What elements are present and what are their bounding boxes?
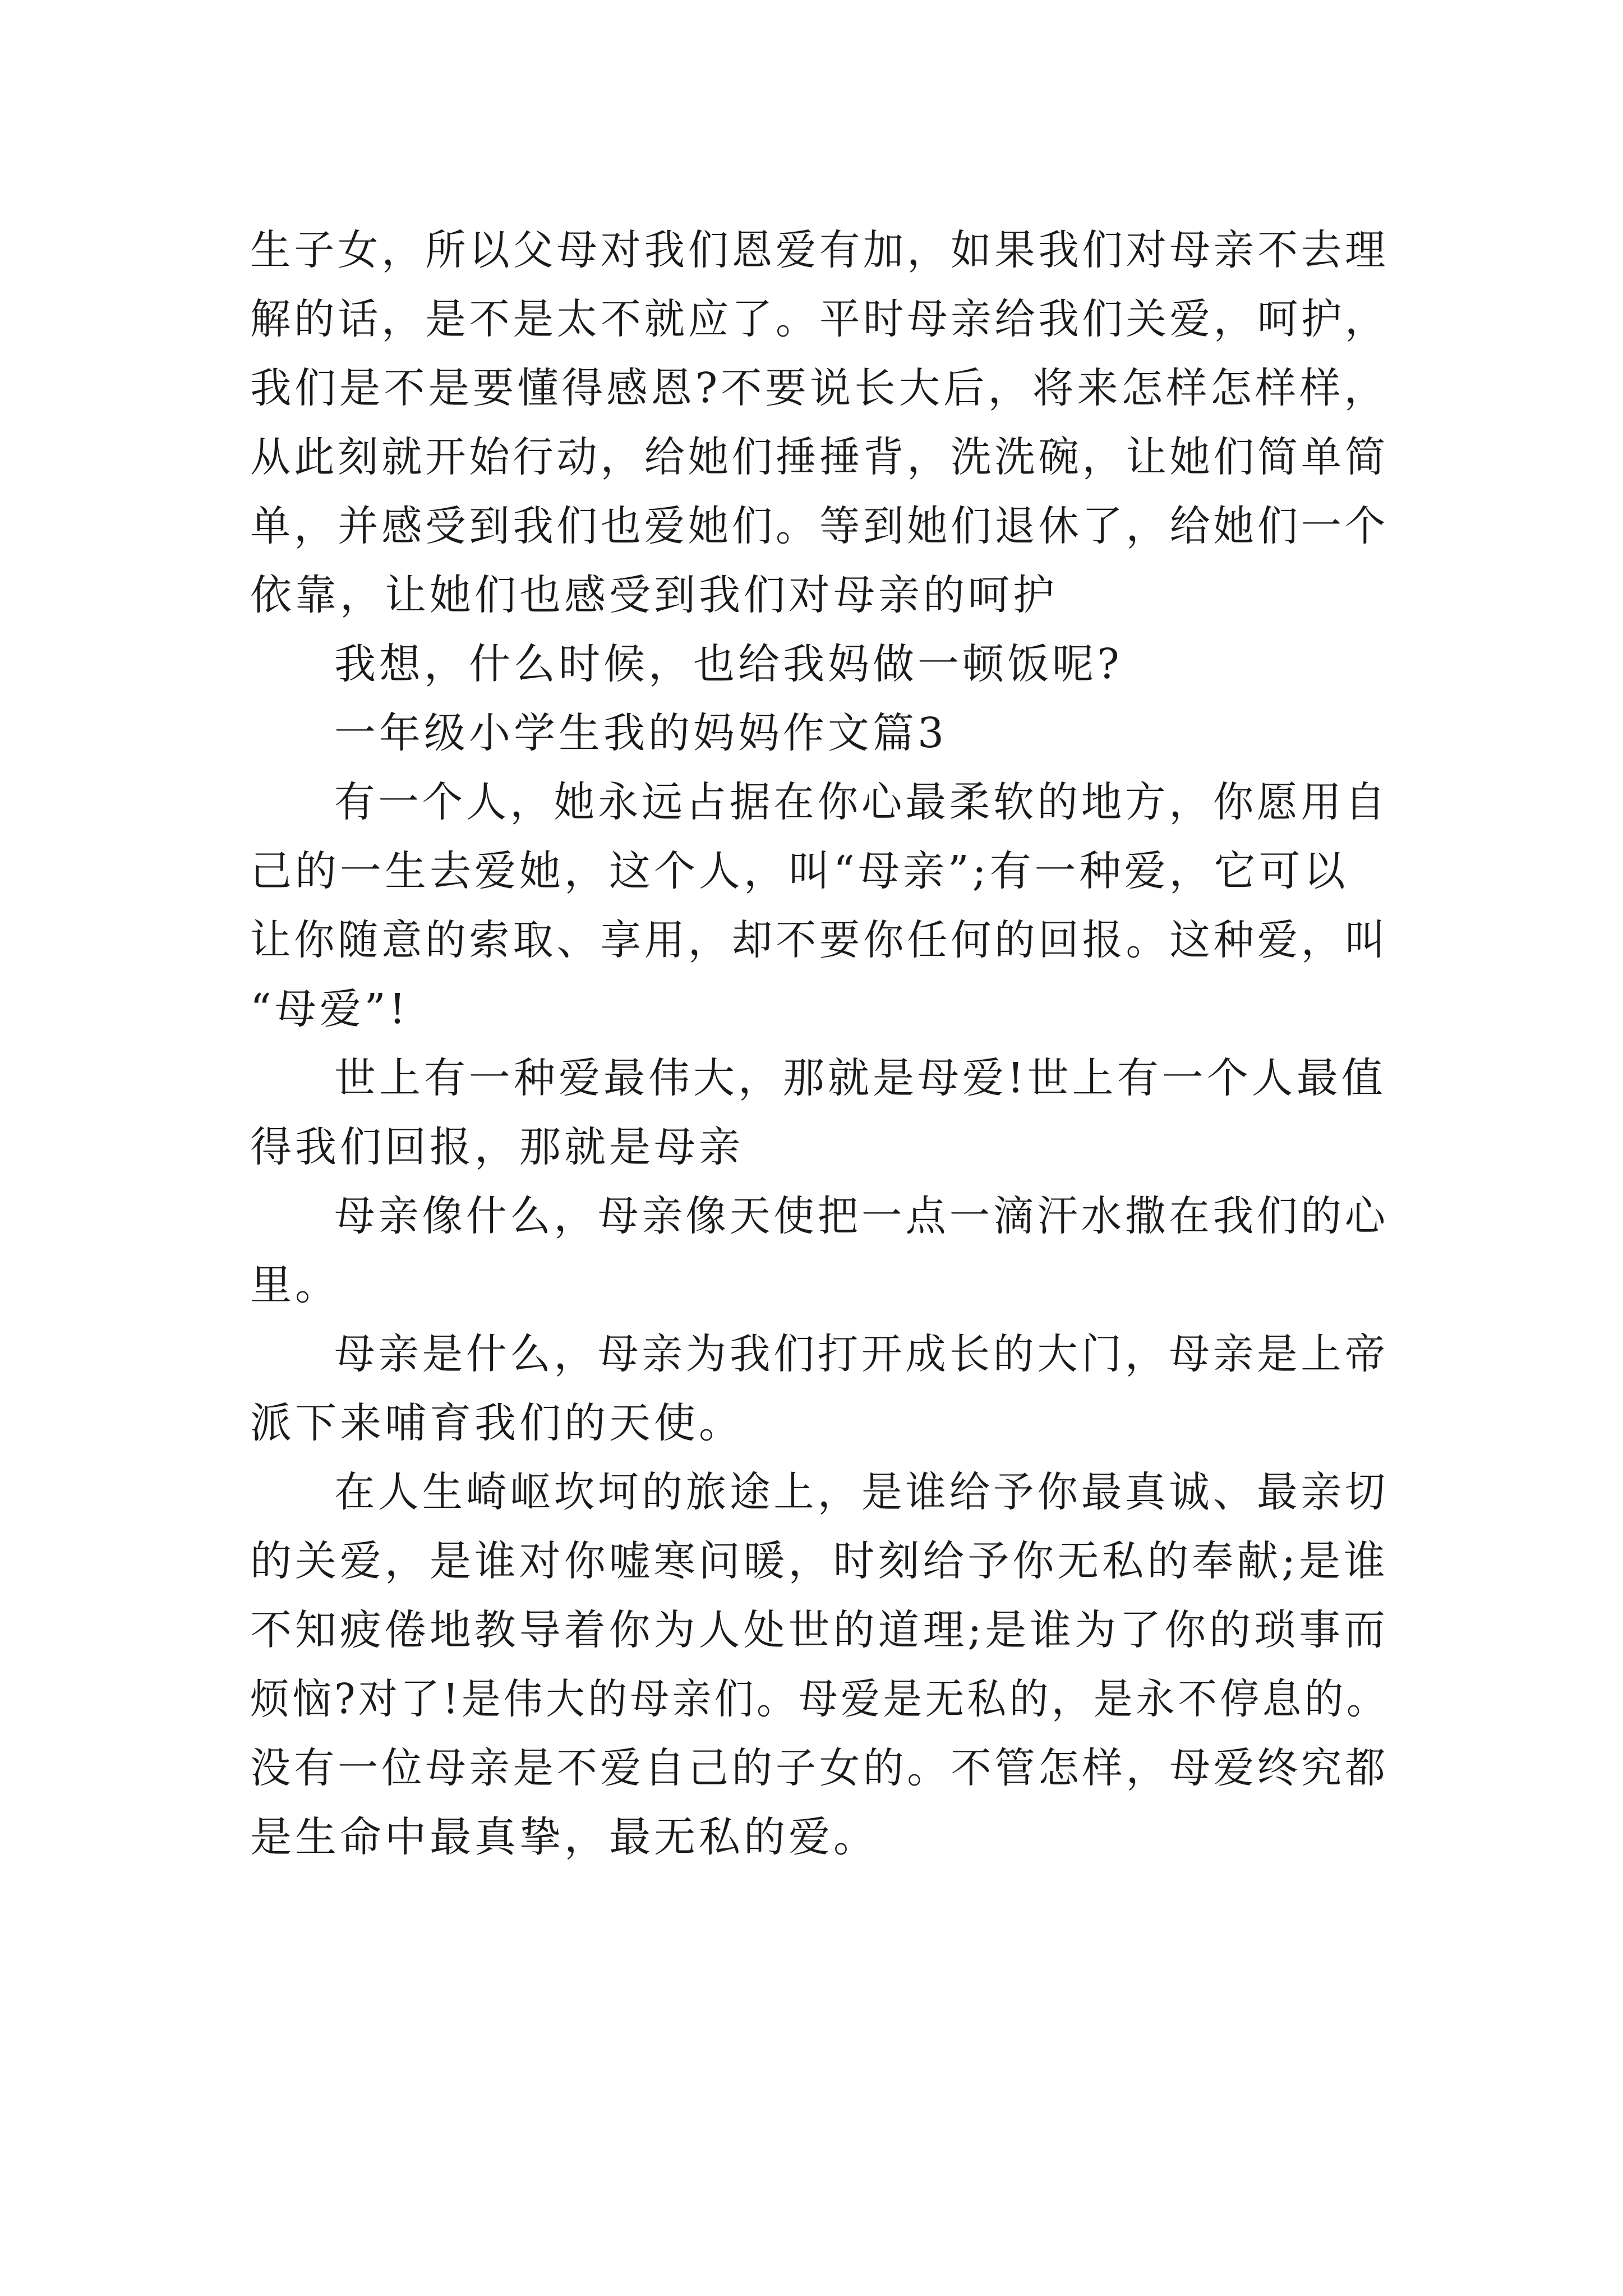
- text-line: 有一个人，她永远占据在你心最柔软的地方，你愿用自: [334, 778, 1389, 826]
- text-line: 没有一位母亲是不爱自己的子女的。不管怎样，母爱终究都: [250, 1744, 1389, 1792]
- text-line: 里。: [250, 1261, 340, 1309]
- text-line: 母亲像什么，母亲像天使把一点一滴汗水撒在我们的心: [334, 1192, 1389, 1240]
- text-line: 解的话，是不是太不就应了。平时母亲给我们关爱，呵护，: [250, 295, 1389, 343]
- text-line: 让你随意的索取、享用，却不要你任何的回报。这种爱，叫: [250, 916, 1389, 964]
- text-line: 在人生崎岖坎坷的旅途上，是谁给予你最真诚、最亲切: [334, 1468, 1389, 1516]
- text-line: 依靠，让她们也感受到我们对母亲的呵护: [250, 571, 1058, 619]
- text-line: 单，并感受到我们也爱她们。等到她们退休了，给她们一个: [250, 502, 1389, 550]
- text-line: 世上有一种爱最伟大，那就是母爱!世上有一个人最值: [334, 1054, 1386, 1102]
- text-line: 我想，什么时候，也给我妈做一顿饭呢?: [334, 640, 1123, 688]
- text-line: 我们是不是要懂得感恩?不要说长大后，将来怎样怎样样，: [250, 364, 1389, 412]
- text-line: 烦恼?对了!是伟大的母亲们。母爱是无私的，是永不停息的。: [250, 1675, 1389, 1723]
- text-line: 从此刻就开始行动，给她们捶捶背，洗洗碗，让她们简单简: [250, 433, 1389, 481]
- section-heading: 一年级小学生我的妈妈作文篇3: [334, 709, 948, 757]
- text-line: “母爱”!: [250, 985, 409, 1033]
- text-line: 得我们回报，那就是母亲: [250, 1123, 744, 1171]
- text-line: 派下来哺育我们的天使。: [250, 1399, 744, 1447]
- document-body: [250, 216, 1389, 1872]
- text-line: 母亲是什么，母亲为我们打开成长的大门，母亲是上帝: [334, 1330, 1389, 1378]
- text-line: 己的一生去爱她，这个人，叫“母亲”;有一种爱，它可以: [250, 847, 1349, 895]
- text-line: 的关爱，是谁对你嘘寒问暖，时刻给予你无私的奉献;是谁: [250, 1537, 1389, 1585]
- text-line: 是生命中最真挚，最无私的爱。: [250, 1813, 878, 1861]
- text-line: 生子女，所以父母对我们恩爱有加，如果我们对母亲不去理: [250, 226, 1389, 274]
- text-line: 不知疲倦地教导着你为人处世的道理;是谁为了你的琐事而: [250, 1606, 1389, 1654]
